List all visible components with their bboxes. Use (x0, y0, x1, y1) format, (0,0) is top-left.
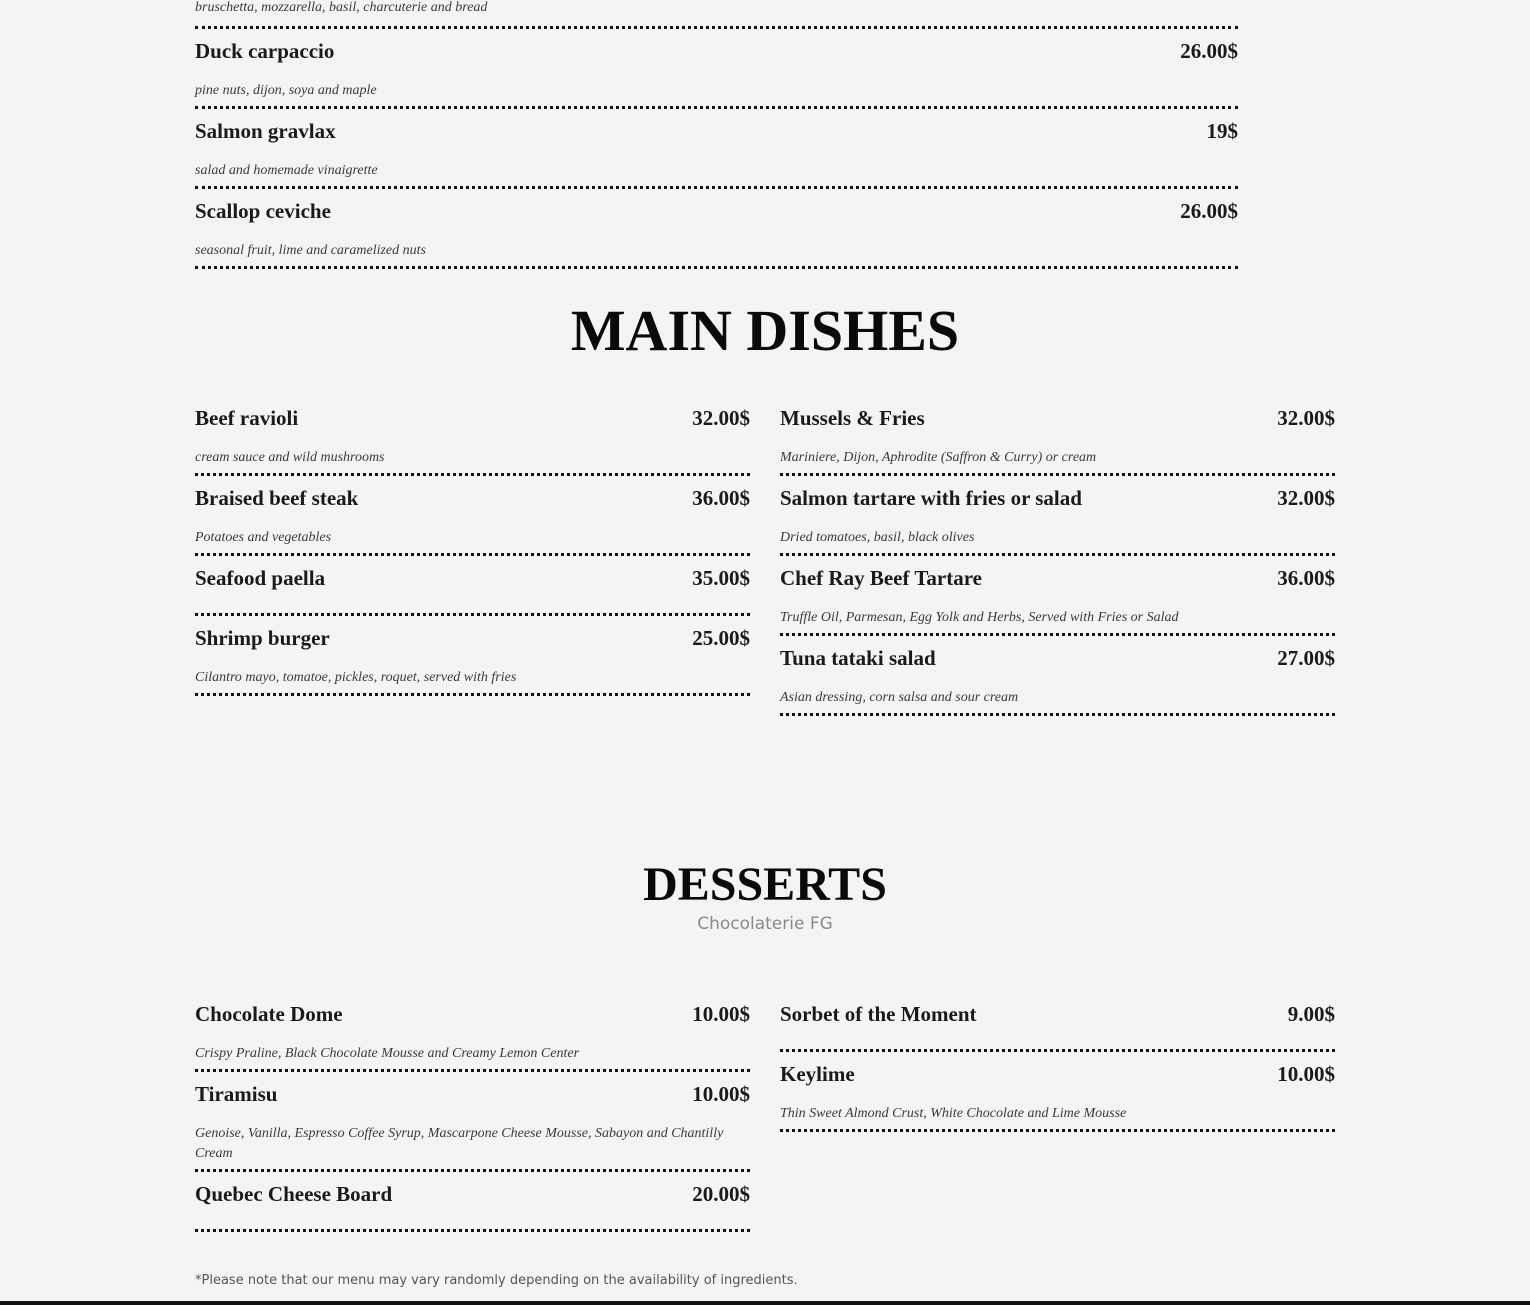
item-description: Asian dressing, corn salsa and sour cream (780, 690, 1019, 705)
appetizer-top-description: bruschetta, mozzarella, basil, charcuterie and bread (195, 0, 1238, 29)
item-description: Thin Sweet Almond Crust, White Chocolate and Lime Mousse (780, 1106, 1127, 1121)
menu-item (780, 403, 1335, 476)
item-price: 26.00$ (1180, 39, 1238, 63)
item-description: salad and homemade vinaigrette (195, 163, 378, 178)
menu-item (195, 999, 750, 1072)
item-name: Tiramisu (195, 1082, 278, 1106)
item-description: Potatoes and vegetables (195, 530, 332, 545)
menu-item (195, 1079, 750, 1172)
item-description: Mariniere, Dijon, Aphrodite (Saffron & Curry) or cream (780, 450, 1097, 465)
menu-item (195, 36, 1238, 109)
menu-item (195, 116, 1238, 189)
section-title-main-dishes: MAIN DISHES (570, 298, 960, 363)
menu-item (195, 403, 750, 476)
item-name: Duck carpaccio (195, 39, 335, 63)
menu-item (195, 196, 1238, 269)
item-name: Seafood paella (195, 566, 326, 590)
item-description: pine nuts, dijon, soya and maple (195, 83, 377, 98)
item-name: Quebec Cheese Board (195, 1182, 393, 1206)
item-price: 10.00$ (1277, 1062, 1335, 1086)
item-price: 32.00$ (692, 406, 750, 430)
menu-item (195, 563, 750, 616)
item-price: 32.00$ (1277, 486, 1335, 510)
item-description: seasonal fruit, lime and caramelized nuts (195, 243, 426, 258)
menu-item (780, 999, 1335, 1052)
item-name: Braised beef steak (195, 486, 359, 510)
item-name: Beef ravioli (195, 406, 299, 430)
item-price: 9.00$ (1287, 1002, 1335, 1026)
menu-item (780, 483, 1335, 556)
item-price: 25.00$ (692, 626, 750, 650)
item-price: 35.00$ (692, 566, 750, 590)
item-price: 19$ (1206, 119, 1238, 143)
item-price: 10.00$ (692, 1002, 750, 1026)
availability-note: *Please note that our menu may vary randomly depending on the availability of ingredients. (195, 1273, 798, 1288)
menu-item (780, 563, 1335, 636)
section-subtitle: Chocolaterie FG (697, 914, 833, 934)
menu-item (195, 1179, 750, 1232)
item-description: cream sauce and wild mushrooms (195, 450, 385, 465)
item-name: Salmon tartare with fries or salad (780, 486, 1082, 510)
item-name: Sorbet of the Moment (780, 1002, 977, 1026)
item-description: Cilantro mayo, tomatoe, pickles, roquet, served with fries (195, 670, 517, 685)
item-description: Dried tomatoes, basil, black olives (780, 530, 975, 545)
item-name: Salmon gravlax (195, 119, 336, 143)
item-price: 36.00$ (692, 486, 750, 510)
menu-item (195, 623, 750, 696)
item-price: 20.00$ (692, 1182, 750, 1206)
item-description: Crispy Praline, Black Chocolate Mousse and Creamy Lemon Center (195, 1046, 580, 1061)
item-name: Scallop ceviche (195, 199, 331, 223)
bottom-border (0, 1301, 1530, 1305)
item-price: 27.00$ (1277, 646, 1335, 670)
item-name: Tuna tataki salad (780, 646, 936, 670)
menu-item (195, 483, 750, 556)
item-description: Genoise, Vanilla, Espresso Coffee Syrup, Mascarpone Cheese Mousse, Sabayon and Chantilly Cream (195, 1126, 724, 1161)
item-description: Truffle Oil, Parmesan, Egg Yolk and Herbs, Served with Fries or Salad (780, 610, 1179, 625)
section-title-desserts: DESSERTS (643, 858, 887, 911)
item-name: Chef Ray Beef Tartare (780, 566, 982, 590)
item-price: 32.00$ (1277, 406, 1335, 430)
item-price: 36.00$ (1277, 566, 1335, 590)
item-price: 10.00$ (692, 1082, 750, 1106)
item-name: Mussels & Fries (780, 406, 925, 430)
menu-item (780, 643, 1335, 716)
item-name: Chocolate Dome (195, 1002, 343, 1026)
item-name: Keylime (780, 1062, 855, 1086)
menu-item (780, 1059, 1335, 1132)
item-price: 26.00$ (1180, 199, 1238, 223)
item-name: Shrimp burger (195, 626, 330, 650)
